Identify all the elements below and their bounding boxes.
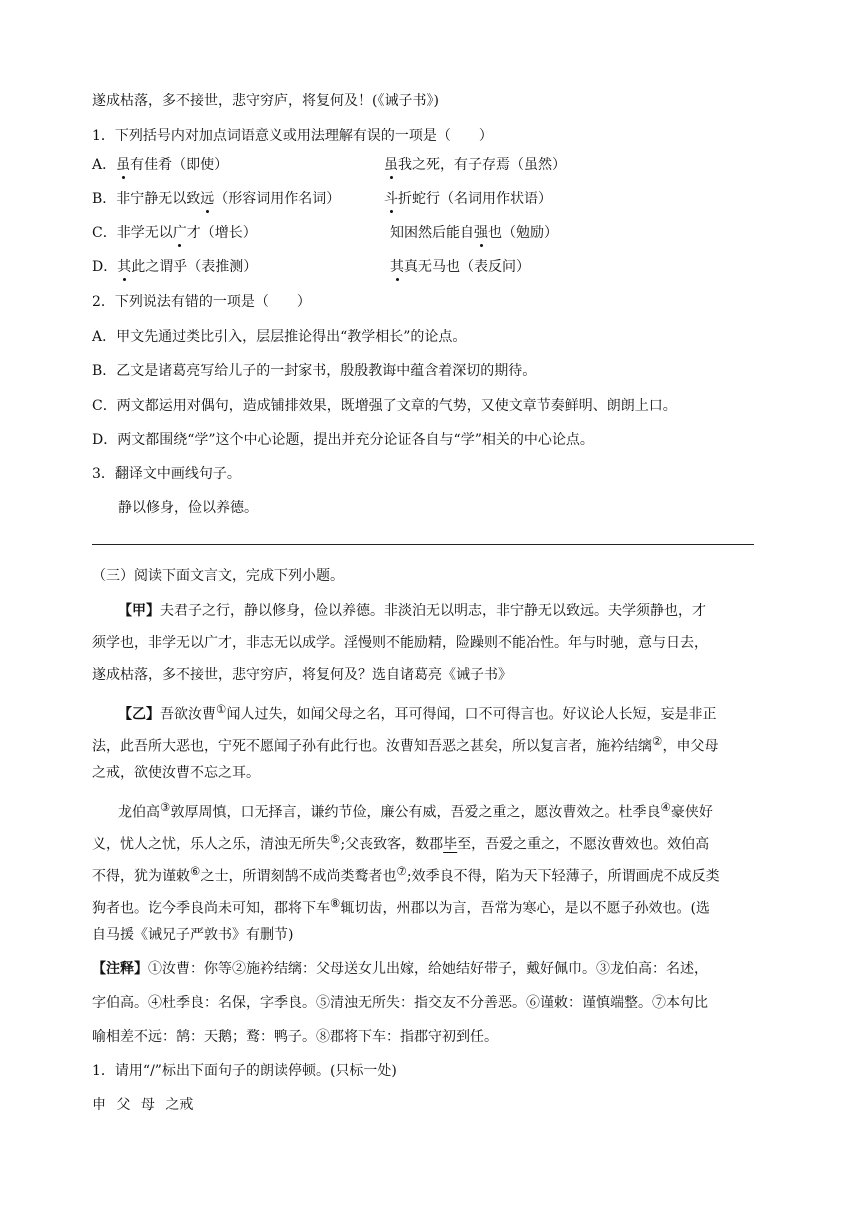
option-text: D．: [92, 259, 118, 275]
q2-option-d: D．两文都围绕“学”这个中心论题，提出并充分论证各自与“学”相关的中心论点。: [92, 432, 594, 448]
footnote-mark: ③: [160, 800, 171, 814]
passage-p3-line-1: [118, 798, 713, 822]
q1-option-d-right: [390, 258, 530, 276]
notes-line-1: [92, 960, 708, 978]
answer-blank-line[interactable]: [92, 544, 754, 545]
passage-text: 义，忧人之忧，乐人之乐，清浊无所失: [92, 836, 330, 853]
subquestion-1-sentence: 申 父 母 之戒: [92, 1097, 194, 1113]
dotted-char: 斗: [384, 191, 398, 207]
passage-text: 闻人过失，如闻父母之名，耳可得闻，口不可得言也。好议论人长短，妄是非正: [226, 706, 717, 723]
passage-jia-line-3: 遂成枯落，多不接世，悲守穷庐，将复何及？选自诸葛亮《诫子书》: [92, 667, 512, 683]
passage-tag-yi: 【乙】: [118, 706, 160, 723]
passage-text: 之士，所谓刻鹄不成尚类鹜者也: [200, 868, 397, 885]
footnote-mark: ①: [216, 702, 227, 716]
footnote-mark: ⑥: [190, 864, 201, 878]
passage-text: 不得，犹为谨敕: [92, 868, 190, 885]
passage-yi-line-1: [118, 700, 716, 724]
passage-text: 龙伯高: [118, 804, 160, 821]
option-text: 也（勉励）: [488, 225, 558, 241]
passage-text: 至，吾爱之重之，不愿汝曹效也。效伯高: [457, 836, 710, 853]
dotted-char: 远: [200, 191, 215, 207]
passage-p3-line-3: [92, 862, 720, 886]
dotted-char: 其: [390, 259, 404, 275]
option-text: 此之谓乎（表推测）: [131, 259, 258, 275]
subquestion-1-stem: 1．请用“/”标出下面句子的朗读停顿。(只标一处): [92, 1063, 397, 1079]
option-text: （形容词用作名词）: [214, 191, 341, 207]
option-text: 才（增长）: [186, 225, 257, 241]
passage-p3-line-4: [92, 894, 710, 918]
notes-line-2: 字伯高。④杜季良：名保，字季良。⑤清浊无所失：指交友不分善恶。⑥谨敕：谨慎端整。⑦本句比: [92, 995, 708, 1011]
passage-text: 敦厚周慎，口无择言，谦约节俭，廉公有威，吾爱之重之，愿汝曹效之。杜季良: [170, 804, 661, 821]
q1-option-c-right: [390, 224, 558, 242]
dotted-char: 虽: [116, 157, 131, 173]
option-text: 我之死，有子存焉（虽然）: [398, 157, 566, 173]
q3-stem: 3．翻译文中画线句子。: [92, 466, 241, 482]
footnote-mark: ⑤: [330, 832, 341, 846]
q1-option-b-left: [92, 190, 340, 208]
passage-text: ;效季良不得，陷为天下轻薄子，所谓画虎不成反类: [406, 868, 720, 885]
passage-jia-line-2: 须学也，非学无以广才，非志无以成学。淫慢则不能励精，险躁则不能冶性。年与时驰，意与日去，: [92, 635, 708, 651]
passage-text: 法，此吾所大恶也，宁死不愿闻子孙有此行也。汝曹知吾恶之甚矣，所以复言者，施衿结缡: [92, 738, 652, 755]
dotted-char: 其: [117, 259, 132, 275]
passage-text: 辄切齿，州郡以为言，吾常为寒心，是以不愿子孙效也。(选: [340, 900, 710, 917]
footnote-mark: ⑧: [330, 896, 341, 910]
notes-tag: 【注释】: [92, 961, 148, 977]
option-text: 真无马也（表反问）: [404, 259, 530, 275]
passage-tag-jia: 【甲】: [118, 603, 160, 619]
q2-option-a: A．甲文先通过类比引入，层层推论得出“教学相长”的论点。: [92, 329, 467, 345]
q2-stem: 2．下列说法有错的一项是（ ）: [92, 294, 311, 310]
q2-option-c: C．两文都运用对偶句，造成铺排效果，既增强了文章的气势，又使文章节奏鲜明、朗朗上口。: [92, 398, 677, 414]
passage-text: 夫君子之行，静以修身，俭以养德。非淡泊无以明志，非宁静无以致远。夫学须静也，才: [160, 603, 706, 619]
passage-text: ;父丧致客，数郡: [340, 836, 444, 853]
passage-p3-line-2: [92, 830, 709, 854]
passage-yi-line-2: [92, 732, 718, 756]
option-text: 折蛇行（名词用作状语）: [398, 191, 552, 207]
footnote-mark: ⑦: [396, 864, 407, 878]
q1-option-c-left: [92, 224, 257, 242]
passage-p3-line-5: 自马援《诫兄子严敦书》有删节): [92, 927, 294, 943]
q2-option-b: B．乙文是诸葛亮写给儿子的一封家书，殷殷教诲中蕴含着深切的期待。: [92, 363, 537, 379]
option-text: 有佳肴（即使）: [130, 157, 229, 173]
q1-option-b-right: [384, 190, 552, 208]
option-text: A．: [92, 157, 117, 173]
q1-option-d-left: [92, 258, 257, 276]
notes-text: ①汝曹：你等②施衿结缡：父母送女儿出嫁，给她结好带子，戴好佩巾。③龙伯高：名述，: [148, 961, 708, 977]
dotted-char: 强: [474, 225, 488, 241]
dotted-char: 广: [172, 225, 187, 241]
passage-text: 吾欲汝曹: [160, 706, 216, 723]
underlined-char: 毕: [443, 836, 458, 853]
footnote-mark: ②: [652, 734, 663, 748]
q1-option-a-right: [384, 156, 566, 174]
notes-line-3: 喻相差不远：鹄：天鹅；鹜：鸭子。⑧郡将下车：指郡守初到任。: [92, 1029, 498, 1045]
option-text: B．非宁静无以致: [92, 191, 201, 207]
passage-text: 豪侠好: [670, 804, 713, 821]
passage-yi-line-3: 之戒，欲使汝曹不忘之耳。: [92, 765, 260, 781]
dotted-char: 虽: [384, 157, 398, 173]
q1-stem: 1．下列括号内对加点词语意义或用法理解有误的一项是（ ）: [92, 128, 493, 144]
q1-option-a-left: [92, 156, 228, 174]
option-text: 知困然后能自: [390, 225, 474, 241]
passage-jia-line-1: [118, 602, 706, 620]
continued-text-line: 遂成枯落，多不接世，悲守穷庐，将复何及！(《诫子书》): [92, 93, 439, 109]
passage-text: 狗者也。讫今季良尚未可知，郡将下车: [92, 900, 330, 917]
option-text: C．非学无以: [92, 225, 173, 241]
section-heading: （三）阅读下面文言文，完成下列小题。: [92, 568, 344, 584]
passage-text: ，申父母: [662, 738, 719, 755]
q3-sentence: 静以修身，俭以养德。: [118, 500, 258, 516]
footnote-mark: ④: [660, 800, 671, 814]
